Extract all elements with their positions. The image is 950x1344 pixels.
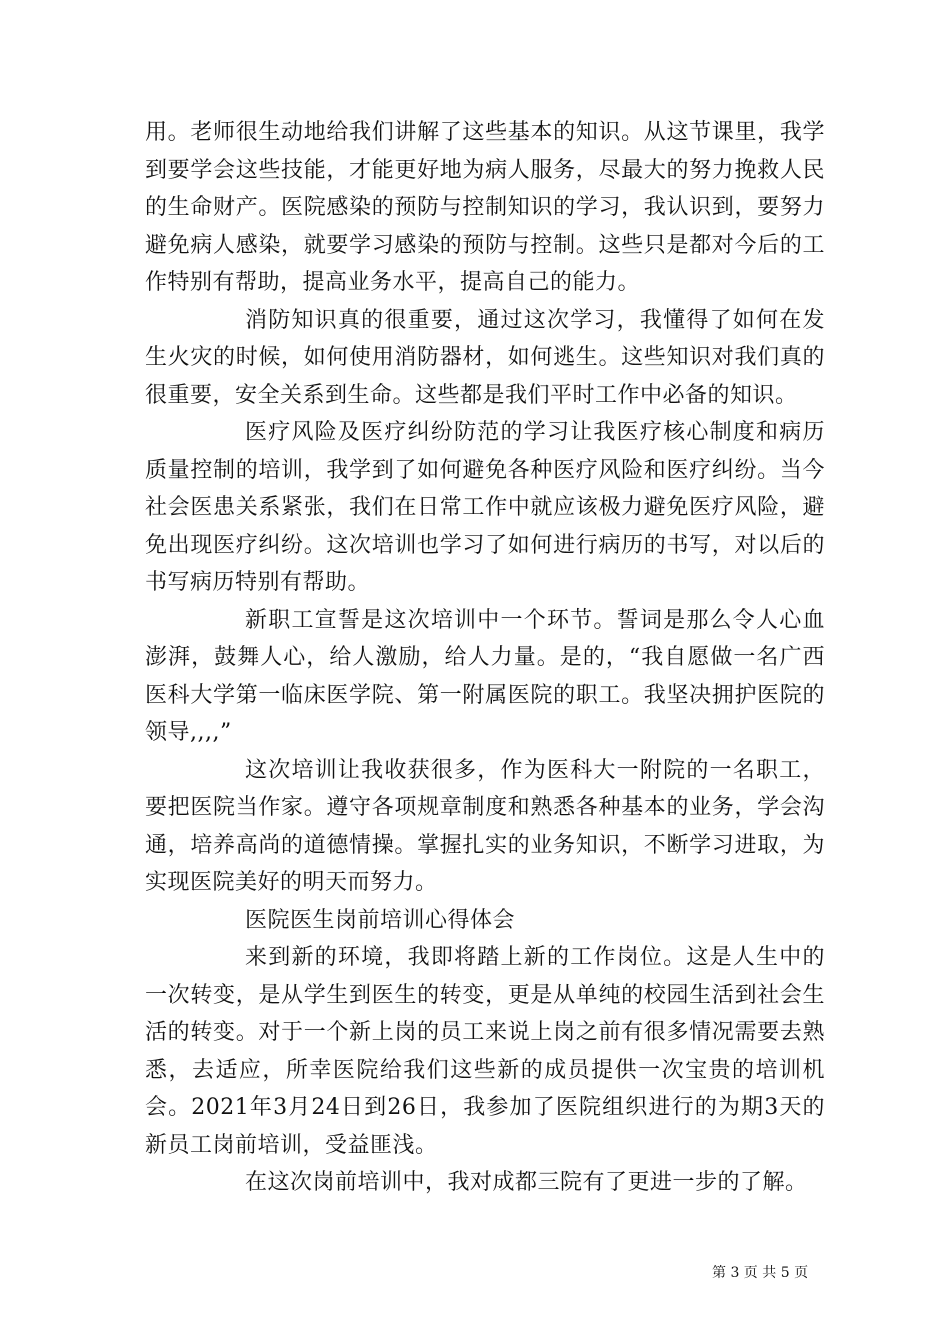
paragraph-1: 用。老师很生动地给我们讲解了这些基本的知识。从这节课里，我学到要学会这些技能，才能更好地为病人服务，尽最大的努力挽救人民的生命财产。医院感染的预防与控制知识的学习，我认识到，要努力避免病人感染，就要学习感染的预防与控制。这些只是都对今后的工作特别有帮助，提高业务水平，提高自己的能力。 [145,120,825,295]
section-heading: 医院医生岗前培训心得体会 [245,907,516,933]
paragraph-2: 消防知识真的很重要，通过这次学习，我懂得了如何在发生火灾的时候，如何使用消防器材，如何逃生。这些知识对我们真的很重要，安全关系到生命。这些都是我们平时工作中必备的知识。 [145,307,825,408]
paragraph-7: 在这次岗前培训中，我对成都三院有了更进一步的了解。 [245,1170,808,1195]
paragraph-5: 这次培训让我收获很多，作为医科大一附院的一名职工，要把医院当作家。遵守各项规章制度和熟悉各种基本的业务，学会沟通，培养高尚的道德情操。掌握扎实的业务知识，不断学习进取，为实现医院美好的明天而努力。 [145,757,825,895]
document-body [145,114,825,1202]
paragraph-4: 新职工宣誓是这次培训中一个环节。誓词是那么令人心血澎湃，鼓舞人心，给人激励，给人力量。是的，“我自愿做一名广西医科大学第一临床医学院、第一附属医院的职工。我坚决拥护医院的领导,,,,” [145,607,825,745]
paragraph-6: 来到新的环境，我即将踏上新的工作岗位。这是人生中的一次转变，是从学生到医生的转变，更是从单纯的校园生活到社会生活的转变。对于一个新上岗的员工来说上岗之前有很多情况需要去熟悉，去适应，所幸医院给我们这些新的成员提供一次宝贵的培训机会。2021年3月24日到26日，我参加了医院组织进行的为期3天的新员工岗前培训，受益匪浅。 [145,945,825,1158]
page-number-footer: 第 3 页 共 5 页 [712,1265,809,1281]
paragraph-3: 医疗风险及医疗纠纷防范的学习让我医疗核心制度和病历质量控制的培训，我学到了如何避免各种医疗风险和医疗纠纷。当今社会医患关系紧张，我们在日常工作中就应该极力避免医疗风险，避免出现医疗纠纷。这次培训也学习了如何进行病历的书写，对以后的书写病历特别有帮助。 [145,420,825,595]
